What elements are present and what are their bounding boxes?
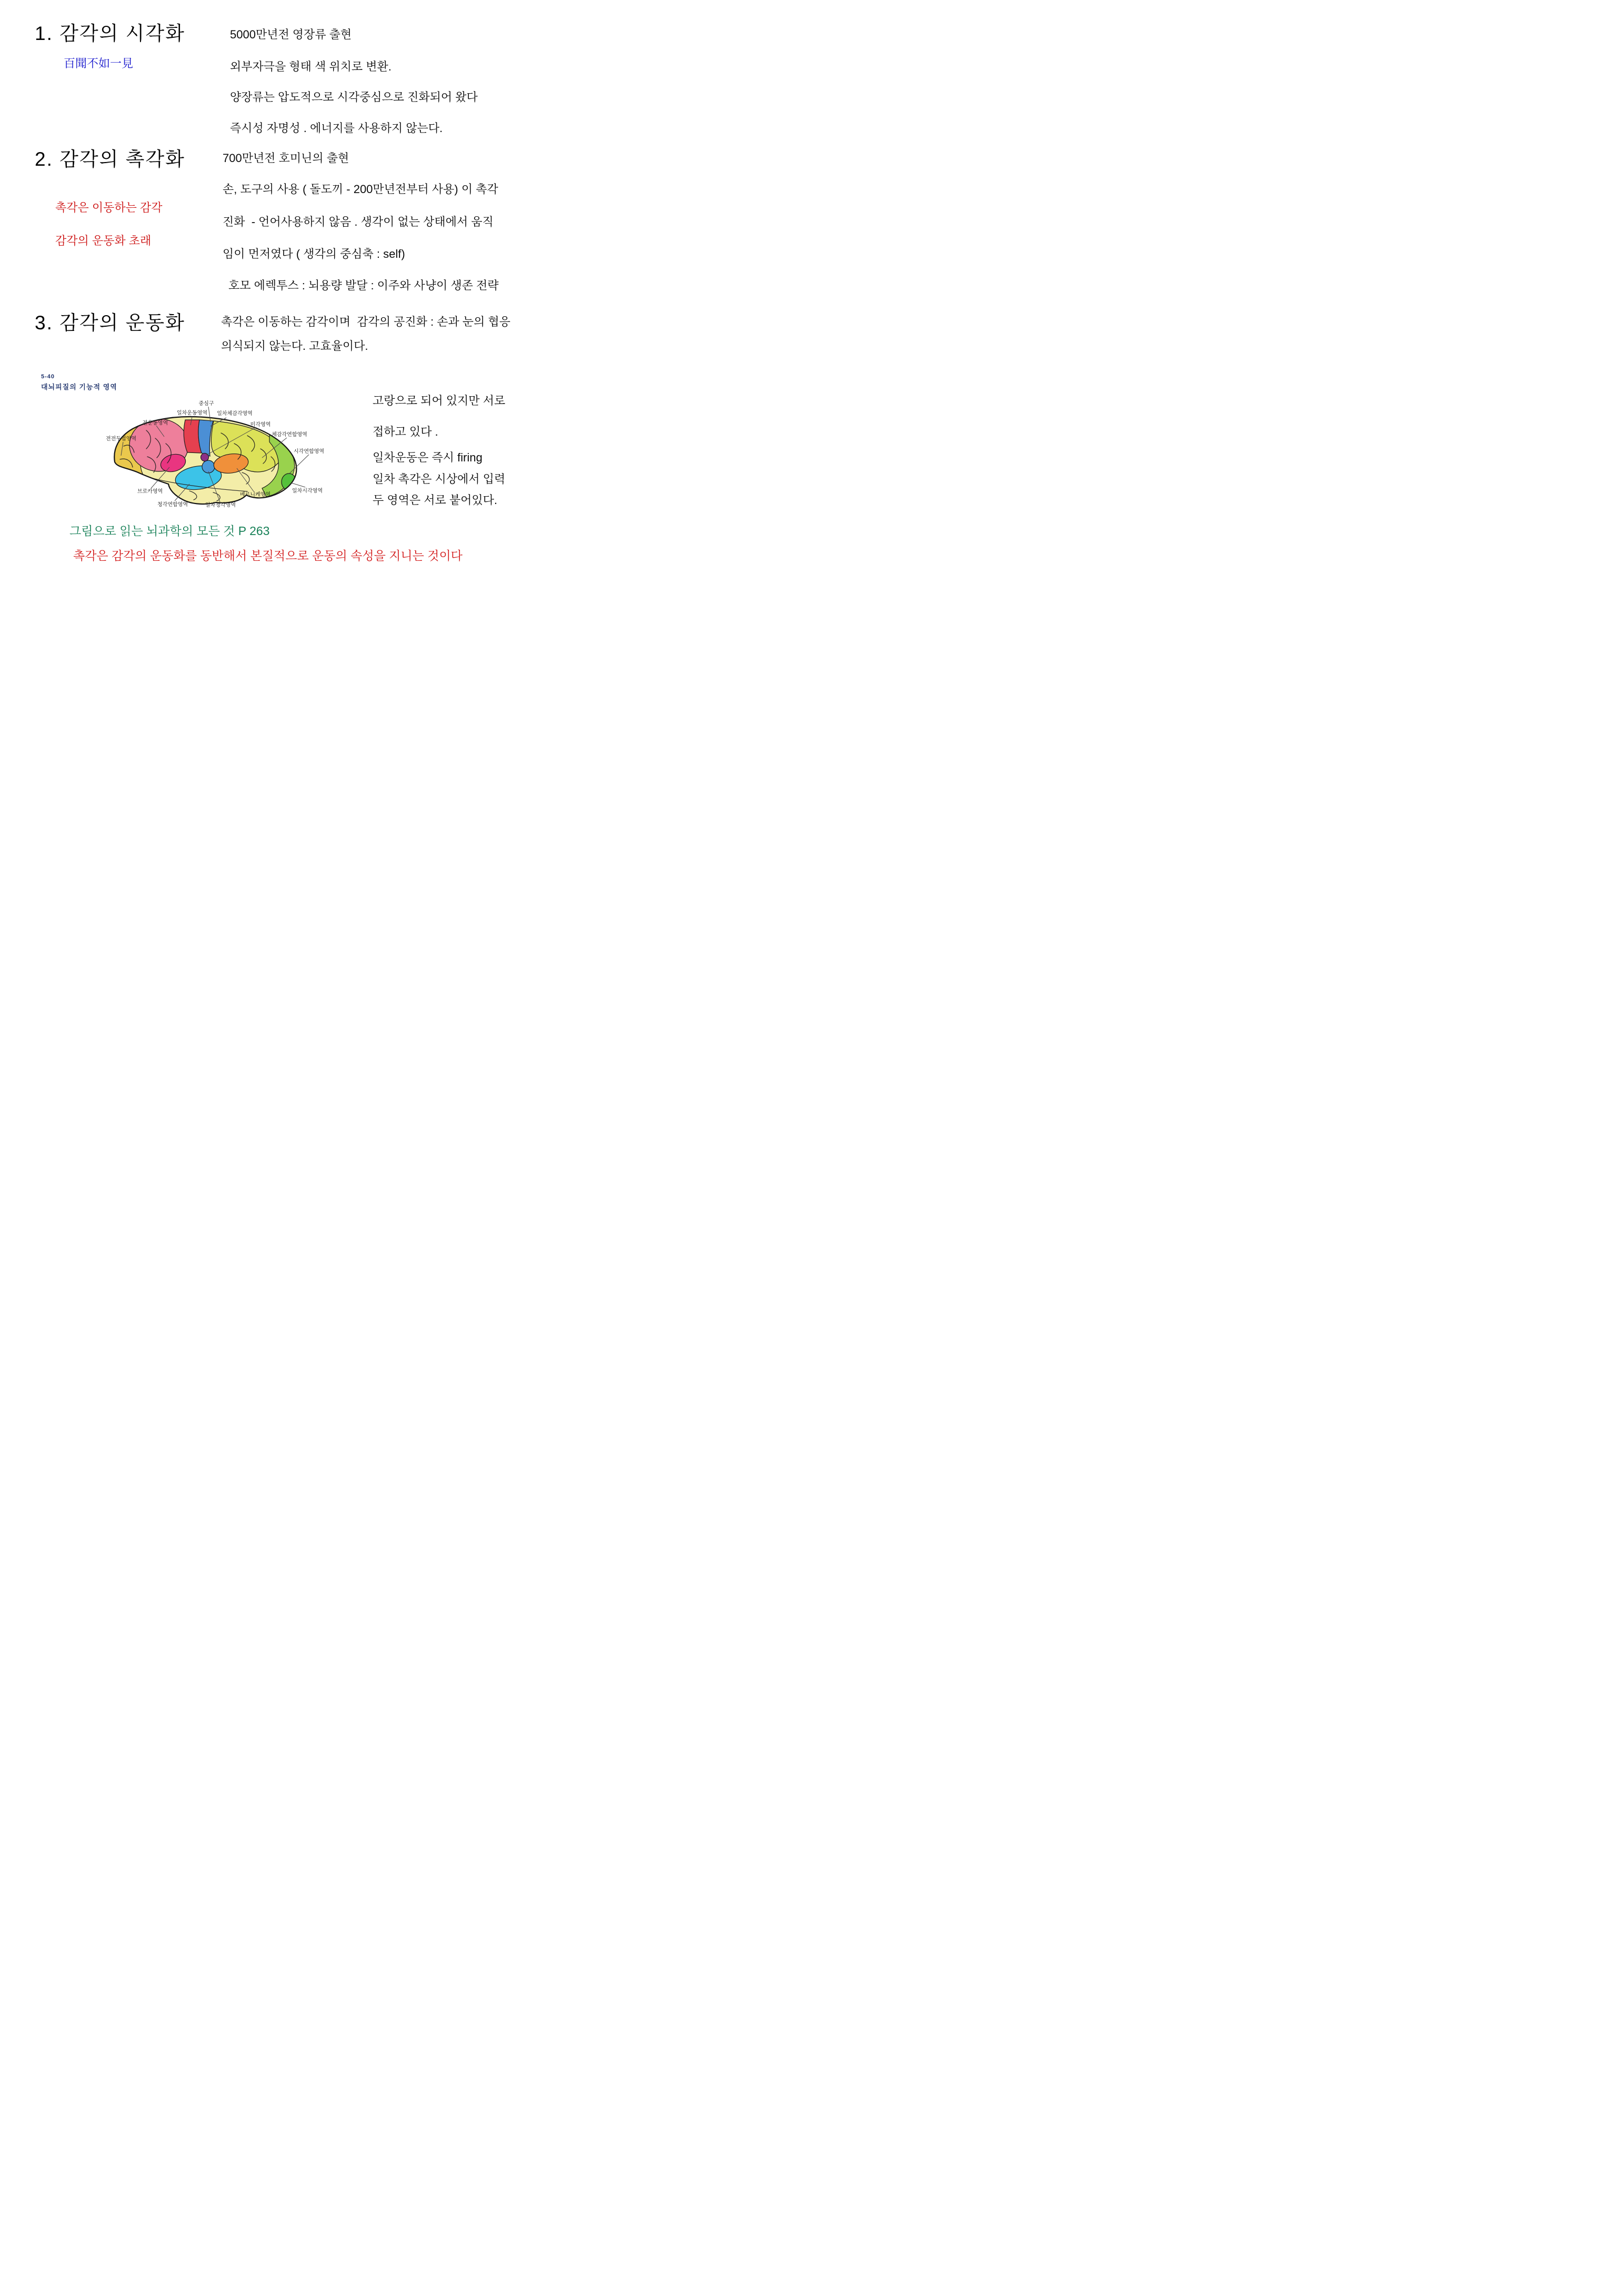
label-primary-motor: 일차운동영역 xyxy=(177,410,207,416)
label-primary-auditory: 일차청각영역 xyxy=(205,502,236,508)
section-1-hanja-note: 百聞不如一見 xyxy=(64,57,134,70)
label-central-sulcus: 중심구 xyxy=(198,401,214,407)
figure-side-note-3: 일차운동은 즉시 firing xyxy=(373,451,483,464)
figure-side-note-1: 고랑으로 되어 있지만 서로 xyxy=(373,394,506,407)
brain-diagram xyxy=(84,394,342,513)
label-taste-area: 미각영역 xyxy=(250,422,271,428)
figure-code: 5-40 xyxy=(41,374,55,380)
emphasis-summary: 촉각은 감각의 운동화를 동반해서 본질적으로 운동의 속성을 지니는 것이다 xyxy=(73,549,463,562)
section-2-red-note-1: 촉각은 이동하는 감각 xyxy=(55,201,163,214)
section-3-title: 3. 감각의 운동화 xyxy=(35,312,185,334)
label-primary-visual: 일차시각영역 xyxy=(292,488,323,494)
section-3-note-1: 촉각은 이동하는 감각이며 감각의 공진화 : 손과 눈의 협응 xyxy=(221,315,510,328)
section-1-note-3: 양장류는 압도적으로 시각중심으로 진화되어 왔다 xyxy=(230,90,478,104)
section-1-note-4: 즉시성 자명성 . 에너지를 사용하지 않는다. xyxy=(230,122,443,135)
label-auditory-assoc: 청각연합영역 xyxy=(157,502,188,508)
label-premotor: 전운동영역 xyxy=(142,420,168,426)
label-prefrontal: 전전두엽영역 xyxy=(106,436,136,442)
label-visual-assoc: 시각연합영역 xyxy=(294,449,324,455)
section-2-red-note-2: 감각의 운동화 초래 xyxy=(55,234,152,247)
section-2-note-3: 진화 - 언어사용하지 않음 . 생각이 없는 상태에서 움직 xyxy=(223,215,494,228)
label-broca: 브로카영역 xyxy=(137,489,163,495)
figure-side-note-2: 접하고 있다 . xyxy=(373,425,438,438)
section-3-note-2: 의식되지 않는다. 고효율이다. xyxy=(221,339,368,353)
region-primary-auditory xyxy=(202,460,215,473)
section-2-note-2: 손, 도구의 사용 ( 돌도끼 - 200만년전부터 사용) 이 촉각 xyxy=(223,183,498,196)
section-1-note-1: 5000만년전 영장류 출현 xyxy=(230,28,352,41)
label-somatosensory-assoc: 체감각연합영역 xyxy=(272,432,307,438)
section-2-note-4: 임이 먼저였다 ( 생각의 중심축 : self) xyxy=(223,247,405,260)
notes-page xyxy=(0,0,579,819)
figure-side-note-4: 일차 촉각은 시상에서 입력 xyxy=(373,472,506,486)
section-1-title: 1. 감각의 시각화 xyxy=(35,23,185,44)
label-primary-somatosensory: 일차체감각영역 xyxy=(217,411,253,417)
source-reference: 그림으로 읽는 뇌과학의 모든 것 P 263 xyxy=(69,524,270,538)
section-2-note-1: 700만년전 호미닌의 출현 xyxy=(223,152,349,165)
label-wernicke: 베르니케영역 xyxy=(240,492,270,498)
figure-title: 대뇌피질의 기능적 영역 xyxy=(41,383,117,391)
section-2-note-5: 호모 에렉투스 : 뇌용량 발달 : 이주와 사냥이 생존 전략 xyxy=(228,279,499,292)
figure-side-note-5: 두 영역은 서로 붙어있다. xyxy=(373,494,497,507)
section-2-title: 2. 감각의 촉각화 xyxy=(35,148,185,170)
section-1-note-2: 외부자극을 형태 색 위치로 변환. xyxy=(230,60,392,73)
